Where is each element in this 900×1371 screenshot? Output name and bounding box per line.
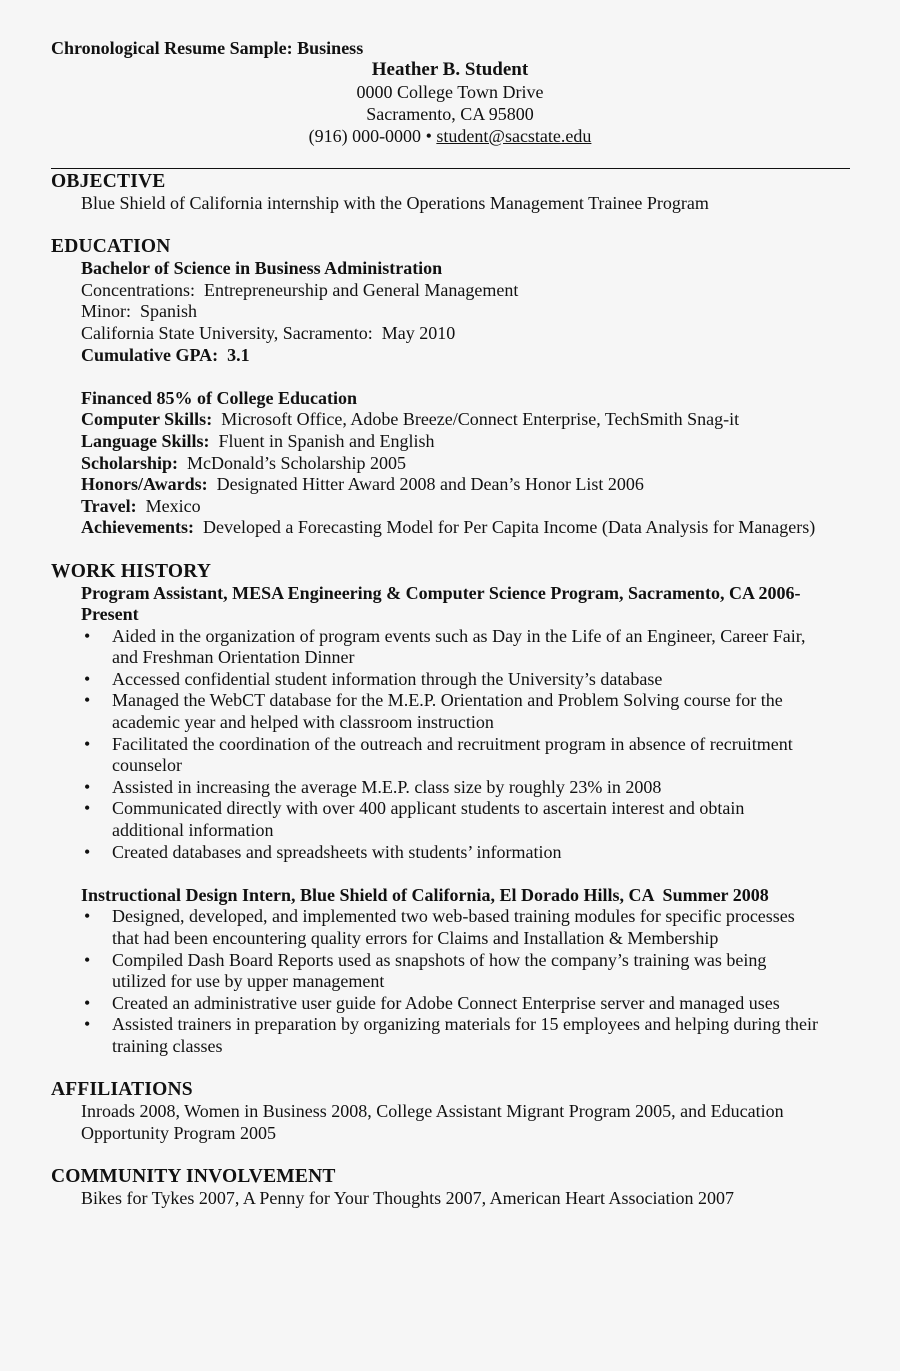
achievements-value: Developed a Forecasting Model for Per Capita Income (Data Analysis for Managers): [193, 517, 816, 538]
bullet-item: [81, 626, 861, 669]
bullet-line: Created an administrative user guide for Adobe Connect Enterprise server and managed uses: [112, 992, 780, 1013]
computer-skills-label: Computer Skills:: [81, 409, 213, 430]
bullet-line: Created databases and spreadsheets with students’ information: [112, 841, 562, 862]
bullet-line: Compiled Dash Board Reports used as snapshots of how the company’s training was being: [112, 949, 767, 970]
affiliations-line1: Inroads 2008, Women in Business 2008, College Assistant Migrant Program 2005, and Education: [81, 1101, 784, 1122]
bullet-glyph: •: [84, 1014, 91, 1035]
job2-title: Instructional Design Intern, Blue Shield of California, El Dorado Hills, CA Summer 2008: [81, 884, 769, 905]
scholarship-label: Scholarship:: [81, 452, 179, 473]
minor: Minor: Spanish: [81, 301, 198, 322]
bullet-glyph: •: [84, 906, 91, 927]
bullet-line: Facilitated the coordination of the outreach and recruitment program in absence of recruitment: [112, 733, 793, 754]
concentrations: Concentrations: Entrepreneurship and General Management: [81, 279, 519, 300]
scholarship-value: McDonald’s Scholarship 2005: [178, 452, 407, 473]
language-skills-label: Language Skills:: [81, 430, 210, 451]
phone-number: (916) 000-0000: [308, 126, 422, 146]
job1-bullets: [51, 626, 861, 864]
resume-body: [51, 171, 861, 1210]
bullet-item: [81, 993, 861, 1015]
email-link[interactable]: student@sacstate.edu: [436, 126, 592, 146]
education-heading: EDUCATION: [51, 236, 171, 258]
work-history-heading: WORK HISTORY: [51, 560, 212, 582]
gpa: Cumulative GPA: 3.1: [81, 344, 250, 365]
affiliations-line2: Opportunity Program 2005: [81, 1122, 276, 1143]
scholarship: [81, 453, 861, 475]
job2-bullets: [51, 906, 861, 1057]
header-divider: [51, 168, 850, 169]
job1-title: [51, 583, 861, 626]
bullet-line: counselor: [112, 755, 182, 776]
objective-heading: OBJECTIVE: [51, 171, 166, 192]
bullet-glyph: •: [84, 776, 91, 797]
bullet-line: and Freshman Orientation Dinner: [112, 647, 355, 668]
achievements-label: Achievements:: [81, 517, 194, 538]
bullet-item: [81, 798, 861, 841]
bullet-glyph: •: [84, 949, 91, 970]
bullet-line: academic year and helped with classroom instruction: [112, 712, 494, 733]
bullet-line: Designed, developed, and implemented two web-based training modules for specific processes: [112, 906, 795, 927]
financed-education: Financed 85% of College Education: [81, 387, 358, 408]
language-skills-value: Fluent in Spanish and English: [209, 430, 435, 451]
honors-value: Designated Hitter Award 2008 and Dean’s Honor List 2006: [207, 474, 644, 495]
bullet-glyph: •: [84, 841, 91, 862]
bullet-item: [81, 906, 861, 949]
bullet-item: [81, 690, 861, 733]
bullet-line: additional information: [112, 820, 274, 841]
bullet-glyph: •: [84, 668, 91, 689]
bullet-item: [81, 950, 861, 993]
honors-label: Honors/Awards:: [81, 474, 208, 495]
bullet-item: [81, 1014, 861, 1057]
bullet-glyph: •: [84, 690, 91, 711]
candidate-name: Heather B. Student: [371, 59, 529, 80]
address-line-2: Sacramento, CA 95800: [366, 104, 534, 124]
affiliations-heading: AFFILIATIONS: [51, 1079, 193, 1101]
community-heading: COMMUNITY INVOLVEMENT: [51, 1165, 336, 1187]
travel-value: Mexico: [136, 495, 201, 516]
document-title: Chronological Resume Sample: Business: [51, 38, 364, 58]
bullet-line: Assisted trainers in preparation by organizing materials for 15 employees and helping during their: [112, 1014, 818, 1035]
bullet-glyph: •: [84, 992, 91, 1013]
education-details: [51, 258, 861, 539]
bullet-line: Assisted in increasing the average M.E.P. class size by roughly 23% in 2008: [112, 776, 662, 797]
community-text: Bikes for Tykes 2007, A Penny for Your Thoughts 2007, American Heart Association 2007: [81, 1187, 735, 1208]
contact-line: [0, 125, 900, 147]
bullet-line: Aided in the organization of program events such as Day in the Life of an Engineer, Career Fair,: [112, 625, 806, 646]
contact-header: [0, 59, 900, 147]
travel: [81, 496, 861, 518]
language-skills: [81, 431, 861, 453]
bullet-line: that had been encountering quality errors for Claims and Installation & Membership: [112, 928, 719, 948]
bullet-line: Communicated directly with over 400 applicant students to ascertain interest and obtain: [112, 798, 745, 819]
computer-skills: [81, 409, 861, 431]
bullet-item: [81, 669, 861, 691]
address-line-1: 0000 College Town Drive: [356, 82, 544, 102]
bullet-line: utilized for use by upper management: [112, 971, 385, 992]
job1-title-line1: Program Assistant, MESA Engineering & Computer Science Program, Sacramento, CA 2006-: [81, 582, 801, 603]
bullet-item: [81, 777, 861, 799]
bullet-glyph: •: [84, 798, 91, 819]
bullet-line: Accessed confidential student information through the University’s database: [112, 668, 663, 689]
computer-skills-value: Microsoft Office, Adobe Breeze/Connect Enterprise, TechSmith Snag-it: [212, 409, 740, 430]
job1-title-line2: Present: [81, 604, 139, 625]
contact-separator: •: [421, 126, 437, 146]
degree: Bachelor of Science in Business Administration: [81, 258, 443, 279]
bullet-glyph: •: [84, 625, 91, 646]
bullet-item: [81, 842, 861, 864]
achievements: [81, 517, 861, 539]
bullet-line: training classes: [112, 1035, 223, 1056]
objective-text: Blue Shield of California internship with the Operations Management Trainee Program: [81, 193, 709, 213]
bullet-item: [81, 734, 861, 777]
school: California State University, Sacramento: May 2010: [81, 322, 456, 343]
honors-awards: [81, 474, 861, 496]
travel-label: Travel:: [81, 495, 137, 516]
bullet-line: Managed the WebCT database for the M.E.P. Orientation and Problem Solving course for the: [112, 690, 783, 711]
bullet-glyph: •: [84, 733, 91, 754]
affiliations-text: [51, 1101, 861, 1144]
